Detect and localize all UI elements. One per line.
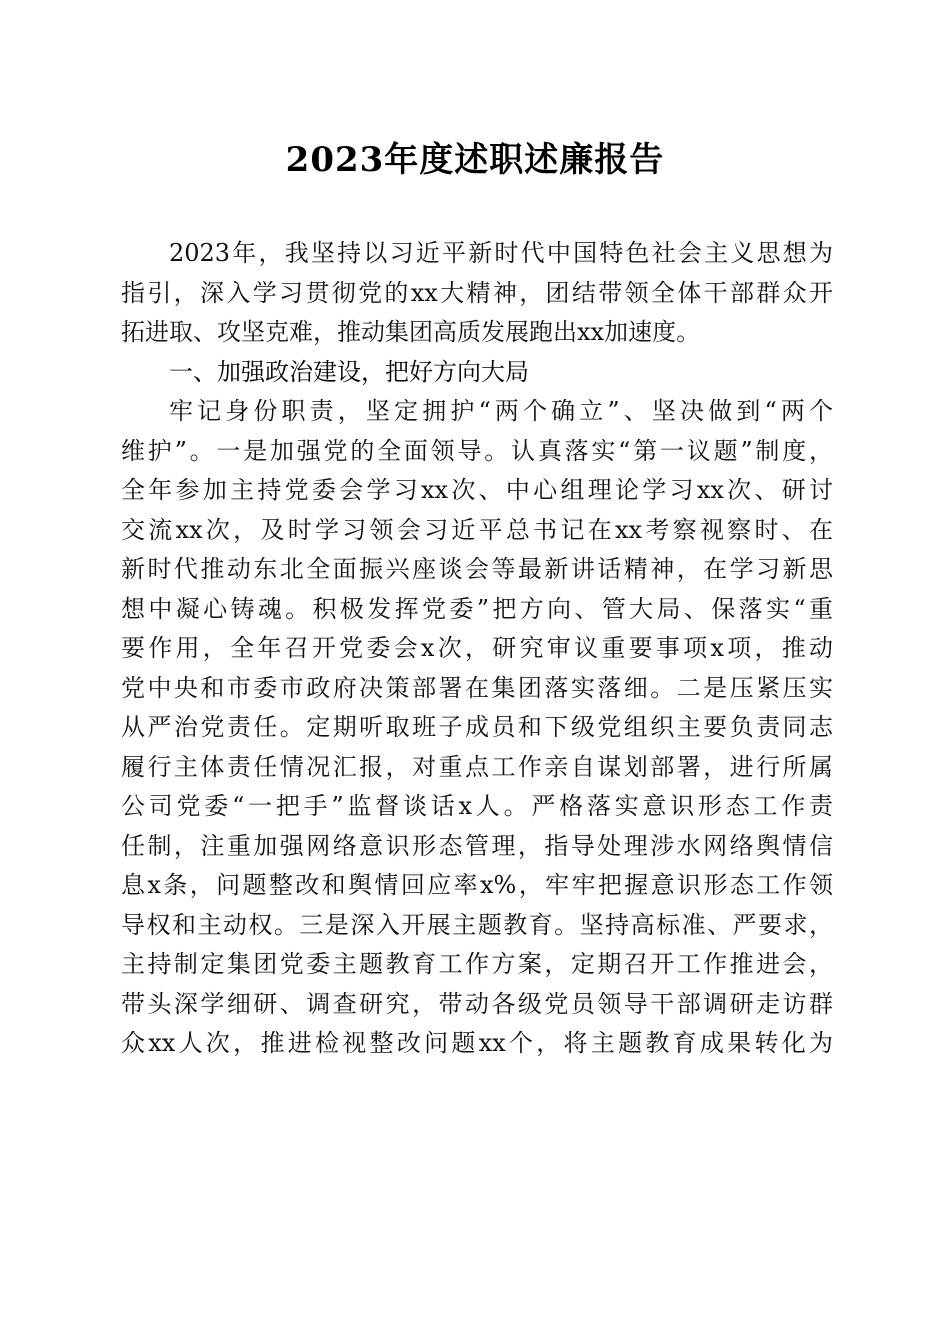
- section-line: 任制，注重加强网络意识形态管理，指导处理涉水网络舆情信: [121, 831, 833, 860]
- section-line: 履行主体责任情况汇报，对重点工作亲自谋划部署，进行所属: [121, 752, 833, 781]
- page-title: 2023年度述职述廉报告: [285, 140, 665, 180]
- section-line: 带头深学细研、调查研究，带动各级党员领导干部调研走访群: [121, 989, 833, 1018]
- section-line: 公司党委“一把手”监督谈话x人。严格落实意识形态工作责: [121, 792, 833, 820]
- document-body: [121, 234, 833, 1064]
- section-line: 牢记身份职责，坚定拥护“两个确立”、坚决做到“两个: [169, 397, 833, 425]
- section-line: 想中凝心铸魂。积极发挥党委”把方向、管大局、保落实“重: [121, 594, 833, 623]
- section-line: 新时代推动东北全面振兴座谈会等最新讲话精神，在学习新思: [121, 555, 833, 583]
- section-line: 全年参加主持党委会学习xx次、中心组理论学习xx次、研讨: [121, 476, 833, 504]
- section-line: 要作用，全年召开党委会x次，研究审议重要事项x项，推动: [121, 634, 833, 662]
- section-line: 维护”。一是加强党的全面领导。认真落实“第一议题”制度，: [121, 436, 833, 465]
- section-line: 众xx人次，推进检视整改问题xx个，将主题教育成果转化为: [121, 1029, 833, 1057]
- section-heading: 一、加强政治建设，把好方向大局: [169, 357, 529, 386]
- section-line: 党中央和市委市政府决策部署在集团落实落细。二是压紧压实: [121, 673, 833, 702]
- section-line: 息x条，问题整改和舆情回应率x%，牢牢把握意识形态工作领: [121, 871, 833, 899]
- section-line: 交流xx次，及时学习领会习近平总书记在xx考察视察时、在: [121, 515, 833, 544]
- intro-line: 拓进取、攻坚克难，推动集团高质发展跑出xx加速度。: [121, 318, 701, 346]
- intro-line: 指引，深入学习贯彻党的xx大精神，团结带领全体干部群众开: [121, 278, 833, 307]
- intro-line: 2023年，我坚持以习近平新时代中国特色社会主义思想为: [169, 239, 833, 267]
- section-line: 主持制定集团党委主题教育工作方案，定期召开工作推进会，: [121, 950, 833, 978]
- section-line: 导权和主动权。三是深入开展主题教育。坚持高标准、严要求，: [121, 910, 833, 939]
- section-line: 从严治党责任。定期听取班子成员和下级党组织主要负责同志: [121, 713, 833, 741]
